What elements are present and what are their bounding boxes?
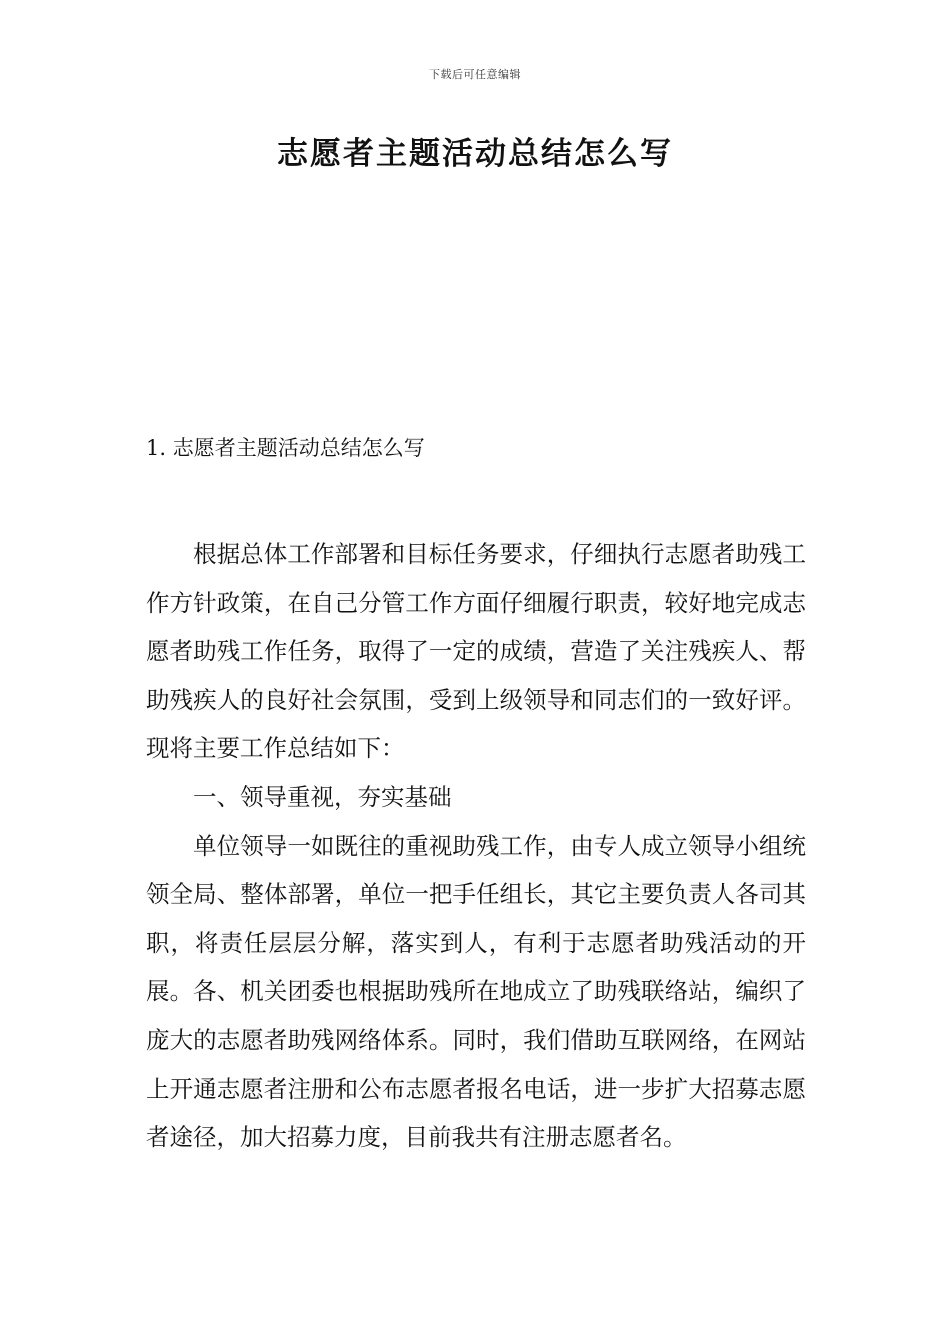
header-note: 下载后可任意编辑 [429,68,521,81]
paragraph-subheading: 一、领导重视，夯实基础 [193,782,452,811]
section-heading: 1. 志愿者主题活动总结怎么写 [146,436,425,460]
document-body [146,530,806,1162]
paragraph-leadership: 单位领导一如既往的重视助残工作，由专人成立领导小组统领全局、整体部署，单位一把手任组长，其它主要负责人各司其职，将责任层层分解，落实到人，有利于志愿者助残活动的开展。各、机关团委也根据助残所在地成立了助残联络站，编织了庞大的志愿者助残网络体系。同时，我们借助互联网络，在网站上开通志愿者注册和公布志愿者报名电话，进一步扩大招募志愿者途径，加大招募力度，目前我共有注册志愿者名。 [146,831,806,1152]
paragraph-intro: 根据总体工作部署和目标任务要求，仔细执行志愿者助残工作方针政策，在自己分管工作方面仔细履行职责，较好地完成志愿者助残工作任务，取得了一定的成绩，营造了关注残疾人、帮助残疾人的良好社会氛围，受到上级领导和同志们的一致好评。现将主要工作总结如下： [146,540,806,763]
document-title: 志愿者主题活动总结怎么写 [277,136,673,172]
